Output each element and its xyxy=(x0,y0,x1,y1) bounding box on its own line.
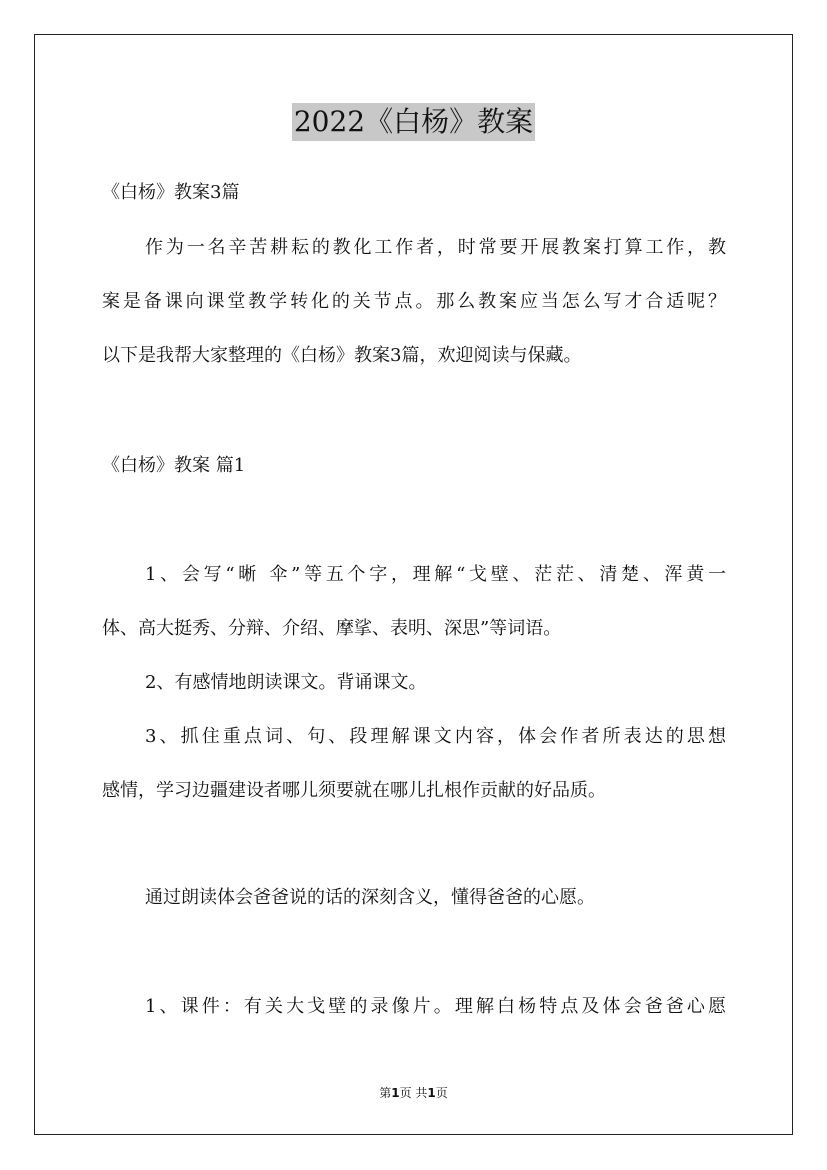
goal-line-1a: 1、会写“晰 伞”等五个字，理解“戈壁、茫茫、清楚、浑黄一 xyxy=(145,564,726,585)
prep-line-1: 1、课件：有关大戈壁的录像片。理解白杨特点及体会爸爸心愿 xyxy=(145,996,726,1017)
footer-page-number: 1 xyxy=(391,1086,400,1100)
goal-line-2: 2、有感情地朗读课文。背诵课文。 xyxy=(145,672,427,693)
footer-prefix: 第 xyxy=(379,1086,392,1100)
subtitle-line: 《白杨》教案3篇 xyxy=(102,182,240,203)
intro-line-1: 作为一名辛苦耕耘的教化工作者，时常要开展教案打算工作，教 xyxy=(145,237,726,258)
footer-suffix: 页 xyxy=(435,1086,448,1100)
title-container xyxy=(0,103,827,141)
key-point-line: 通过朗读体会爸爸说的话的深刻含义，懂得爸爸的心愿。 xyxy=(145,887,595,908)
footer-middle: 页 共 xyxy=(399,1086,428,1100)
footer-total-pages: 1 xyxy=(427,1086,436,1100)
goal-line-3a: 3、抓住重点词、句、段理解课文内容，体会作者所表达的思想 xyxy=(145,726,726,747)
goal-line-1b: 体、高大挺秀、分辩、介绍、摩挲、表明、深思”等词语。 xyxy=(102,618,562,639)
goal-line-3b: 感情，学习边疆建设者哪儿须要就在哪儿扎根作贡献的好品质。 xyxy=(102,780,606,801)
intro-line-3: 以下是我帮大家整理的《白杨》教案3篇，欢迎阅读与保藏。 xyxy=(102,345,582,366)
page-footer xyxy=(0,1084,827,1101)
section-heading-1: 《白杨》教案 篇1 xyxy=(102,455,246,476)
document-title: 2022《白杨》教案 xyxy=(292,103,535,141)
intro-line-2: 案是备课向课堂教学转化的关节点。那么教案应当怎么写才合适呢？ xyxy=(102,291,726,312)
